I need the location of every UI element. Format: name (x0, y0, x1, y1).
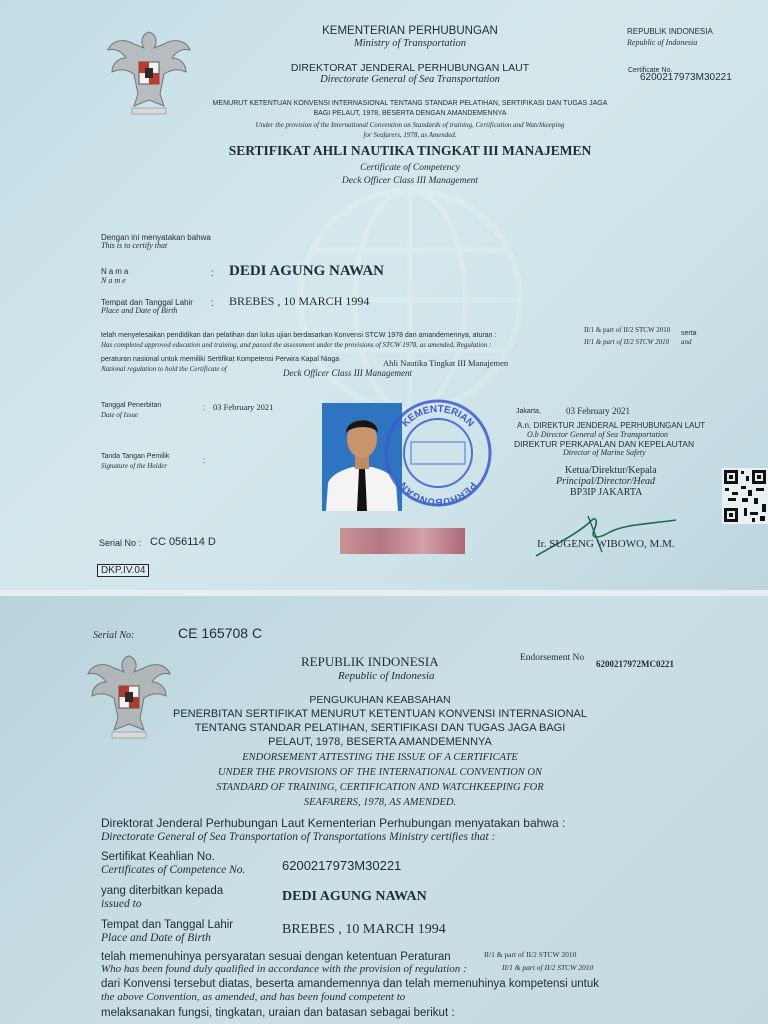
preamble-line-2: BAGI PELAUT, 1978, BESERTA DENGAN AMANDEMENNYA (313, 110, 507, 117)
name-label: Nama (101, 267, 131, 276)
cert-name-en: Deck Officer Class III Management (283, 368, 412, 378)
endorsement-line-4: PELAUT, 1978, BESERTA AMANDEMENNYA (268, 736, 492, 748)
place-label: Jakarta, (516, 408, 541, 415)
preamble-line-en-1: Under the provision of the International Convention on Standards of training, Certification and Watchkeeping (255, 121, 565, 129)
regulation-value: II/1 & part of II/2 STCW 2010 (584, 326, 671, 334)
certify-label: Dengan ini menyatakan bahwa (101, 233, 211, 242)
preamble-line-1: MENURUT KETENTUAN KONVENSI INTERNASIONAL TENTANG STANDAR PELATIHAN, SERTIFIKASI DAN TUGAS JAGA (212, 100, 608, 107)
principal-title: Ketua/Direktur/Kepala (565, 465, 657, 476)
issue-date: 03 February 2021 (213, 402, 274, 412)
regulation-value: II/1 & part of II/2 STCW 2010 (484, 950, 577, 959)
place-date: 03 February 2021 (566, 406, 630, 416)
from-text: dari Konvensi tersebut diatas, beserta amandemennya dan telah memenuhinya kompetensi untuk (101, 978, 599, 990)
director-title: DIREKTUR PERKAPALAN DAN KEPELAUTAN (514, 439, 695, 449)
endorsement-en-4: SEAFARERS, 1978, AS AMENDED. (303, 797, 457, 808)
serial-value: CC 056114 D (150, 536, 216, 548)
serial-label: Serial No: (93, 630, 135, 641)
svg-text:PERHUBUNGAN: PERHUBUNGAN (398, 479, 478, 508)
name-label-en: Name (101, 276, 128, 285)
preamble-line-en-2: for Seafarers, 1978, as Amended. (363, 131, 457, 139)
and-label: and (681, 338, 692, 346)
svg-text:KEMENTERIAN: KEMENTERIAN (400, 403, 476, 430)
signer-name: Ir. SUGENG WIBOWO, M.M. (537, 538, 675, 550)
birth-value: BREBES , 10 MARCH 1994 (282, 922, 446, 937)
serial-value: CE 165708 C (178, 625, 263, 641)
from-text-en: the above Convention, as amended, and has been found competent to (101, 991, 406, 1003)
endorsement-en-3: STANDARD OF TRAINING, CERTIFICATION AND WATCHKEEPING FOR (216, 782, 544, 793)
certificate-title: SERTIFIKAT AHLI NAUTIKA TINGKAT III MANAJEMEN (228, 143, 592, 158)
regulation-value-en: II/1 & part of II/2 STCW 2010 (584, 338, 670, 346)
holder-name: DEDI AGUNG NAWAN (229, 263, 385, 279)
name-colon: : (211, 268, 214, 279)
dirjen-statement: Direktorat Jenderal Perhubungan Laut Kementerian Perhubungan menyatakan bahwa : (101, 816, 566, 830)
signature-label-en: Signature of the Holder (101, 462, 168, 470)
issued-label: yang diterbitkan kepada (101, 885, 224, 897)
republic-label-en: Republic of Indonesia (627, 38, 698, 47)
endorsement-no: 6200217972MC0221 (596, 659, 674, 669)
endorsement-line-3: TENTANG STANDAR PELATIHAN, SERTIFIKASI DAN TUGAS JAGA BAGI (194, 722, 566, 734)
endorsement-label: Endorsement No (520, 653, 585, 663)
an-line: A.n. DIREKTUR JENDERAL PERHUBUNGAN LAUT (517, 421, 706, 430)
holder-name: DEDI AGUNG NAWAN (282, 889, 427, 904)
birth-colon: : (211, 298, 214, 309)
qr-code-icon (722, 468, 768, 524)
cert-no: 6200217973M30221 (640, 72, 732, 83)
republic-label: REPUBLIK INDONESIA (627, 27, 713, 36)
endorsement-en-1: ENDORSEMENT ATTESTING THE ISSUE OF A CERTIFICATE (242, 752, 518, 763)
hologram-strip (340, 528, 465, 554)
qualified-text: telah memenuhinya persyaratan sesuai dengan ketentuan Peraturan (101, 951, 451, 963)
issued-label-en: issued to (101, 898, 142, 910)
endorsement-en-2: UNDER THE PROVISIONS OF THE INTERNATIONAL CONVENTION ON (217, 767, 543, 778)
principal-title-en: Principal/Director/Head (556, 476, 656, 487)
official-stamp-icon (383, 398, 493, 508)
republic-title: REPUBLIK INDONESIA (301, 654, 439, 669)
ministry-title: KEMENTERIAN PERHUBUNGAN (322, 25, 498, 37)
certify-label-en: This is to certify that (101, 241, 168, 250)
birth-label: Tempat dan Tanggal Lahir (101, 298, 193, 307)
director-title-en: Director of Marine Safety (563, 448, 646, 457)
qualified-text-en: Who has been found duly qualified in accordance with the provision of regulation : (101, 963, 467, 975)
directorate-title-en: Directorate General of Sea Transportation (320, 74, 500, 85)
directorate-title: DIREKTORAT JENDERAL PERHUBUNGAN LAUT (290, 62, 530, 74)
institution-name: BP3IP JAKARTA (570, 487, 643, 498)
republic-title-en: Republic of Indonesia (338, 670, 435, 682)
cert-label: Sertifikat Keahlian No. (101, 851, 215, 863)
national-text: peraturan nasional untuk memiliki Sertifikat Kompetensi Perwira Kapal Niaga (101, 356, 340, 363)
cert-label-en: Certificates of Competence No. (101, 864, 246, 876)
issue-label: Tanggal Penerbitan (101, 402, 162, 409)
perform-text: melaksanakan fungsi, tingkatan, uraian dan batasan sebagai berikut : (101, 1007, 455, 1019)
serial-label: Serial No : (99, 538, 142, 548)
cert-no-label: Certificate No. (628, 67, 673, 74)
birth-value: BREBES , 10 MARCH 1994 (229, 294, 370, 308)
signature-scribble-icon (530, 512, 680, 560)
certificate-endorsement (0, 596, 768, 1024)
birth-label-en: Place and Date of Birth (101, 306, 178, 315)
national-text-en: National regulation to hold the Certificate of (101, 365, 227, 373)
cert-name: Ahli Nautika Tingkat III Manajemen (383, 358, 509, 368)
certificate-title-en-1: Certificate of Competency (360, 163, 460, 173)
issue-label-en: Date of Issue (101, 411, 138, 419)
endorsement-line-2: PENERBITAN SERTIFIKAT MENURUT KETENTUAN KONVENSI INTERNASIONAL (173, 708, 587, 720)
issue-colon: : (203, 403, 206, 412)
endorsement-line-1: PENGUKUHAN KEABSAHAN (309, 694, 451, 706)
serta-label: serta (681, 330, 697, 337)
ministry-title-en: Ministry of Transportation (353, 38, 467, 49)
ob-line: O.b Director General of Sea Transportation (527, 430, 669, 439)
completed-text-en: Has completed approved education and training, and passed the assessment under the provisions of STCW 1978, as amended, Regulation : (101, 341, 492, 349)
regulation-value-en: II/1 & part of II/2 STCW 2010 (502, 963, 594, 972)
signature-label: Tanda Tangan Pemilik (101, 453, 170, 460)
form-code: DKP.IV.04 (97, 564, 149, 577)
birth-label: Tempat dan Tanggal Lahir (101, 919, 234, 931)
dirjen-statement-en: Directorate General of Sea Transportation of Transportations Ministry certifies that : (101, 831, 496, 843)
garuda-emblem-icon (84, 648, 174, 740)
signature-colon: : (203, 456, 206, 465)
cert-no: 6200217973M30221 (282, 858, 402, 873)
birth-label-en: Place and Date of Birth (101, 932, 211, 944)
completed-text: telah menyelesaikan pendidikan dan pelatihan dan lulus ujian berdasarkan Konvensi STCW 1978 dan amandemennya, aturan : (101, 332, 497, 339)
certificate-title-en-2: Deck Officer Class III Management (341, 176, 479, 186)
